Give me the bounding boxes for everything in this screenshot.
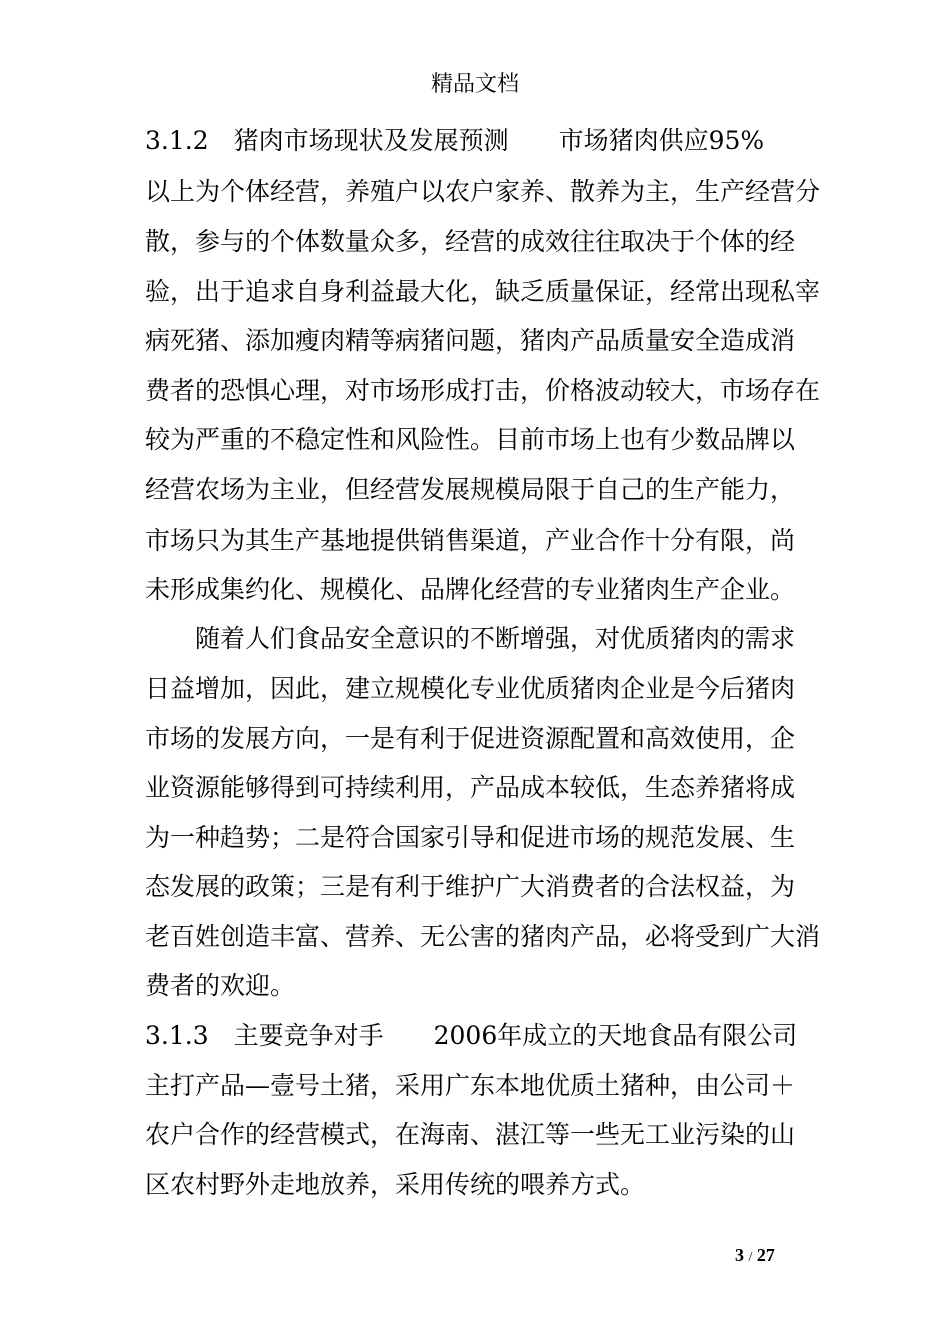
body-line-9: 市场只为其生产基地提供销售渠道，产业合作十分有限，尚 — [145, 526, 796, 555]
page-number — [735, 1243, 775, 1270]
body-line-1: 3.1.2 猪肉市场现状及发展预测 市场猪肉供应95% — [145, 126, 765, 155]
body-line-18: 费者的欢迎。 — [145, 971, 296, 1000]
body-line-17: 老百姓创造丰富、营养、无公害的猪肉产品，必将受到广大消 — [145, 922, 821, 951]
body-line-2: 以上为个体经营，养殖户以农户家养、散养为主，生产经营分 — [145, 177, 821, 206]
body-line-21: 农户合作的经营模式，在海南、湛江等一些无工业污染的山 — [145, 1120, 796, 1149]
body-line-5: 病死猪、添加瘦肉精等病猪问题，猪肉产品质量安全造成消 — [145, 326, 796, 355]
body-line-7: 较为严重的不稳定性和风险性。目前市场上也有少数品牌以 — [145, 425, 796, 454]
current-page: 3 — [735, 1245, 744, 1265]
body-line-13: 市场的发展方向，一是有利于促进资源配置和高效使用，企 — [145, 724, 796, 753]
body-line-12: 日益增加，因此，建立规模化专业优质猪肉企业是今后猪肉 — [145, 674, 796, 703]
page-header-title: 精品文档 — [430, 72, 519, 97]
body-line-15: 为一种趋势；二是符合国家引导和促进市场的规范发展、生 — [145, 823, 796, 852]
body-line-4: 验，出于追求自身利益最大化，缺乏质量保证，经常出现私宰 — [145, 277, 821, 306]
total-pages: 27 — [756, 1245, 775, 1265]
body-line-22: 区农村野外走地放养，采用传统的喂养方式。 — [145, 1170, 646, 1199]
body-line-10: 未形成集约化、规模化、品牌化经营的专业猪肉生产企业。 — [145, 575, 796, 604]
body-line-6: 费者的恐惧心理，对市场形成打击，价格波动较大，市场存在 — [145, 376, 821, 405]
page-separator: / — [748, 1250, 753, 1265]
body-line-14: 业资源能够得到可持续利用，产品成本较低，生态养猪将成 — [145, 773, 796, 802]
body-line-20: 主打产品—壹号土猪，采用广东本地优质土猪种，由公司＋ — [145, 1071, 796, 1100]
body-line-3: 散，参与的个体数量众多，经营的成效往往取决于个体的经 — [145, 227, 796, 256]
body-line-16: 态发展的政策；三是有利于维护广大消费者的合法权益，为 — [145, 872, 796, 901]
body-line-8: 经营农场为主业，但经营发展规模局限于自己的生产能力， — [145, 475, 796, 504]
body-line-19: 3.1.3 主要竞争对手 2006年成立的天地食品有限公司 — [145, 1021, 798, 1050]
body-line-11: 随着人们食品安全意识的不断增强，对优质猪肉的需求 — [145, 624, 796, 653]
